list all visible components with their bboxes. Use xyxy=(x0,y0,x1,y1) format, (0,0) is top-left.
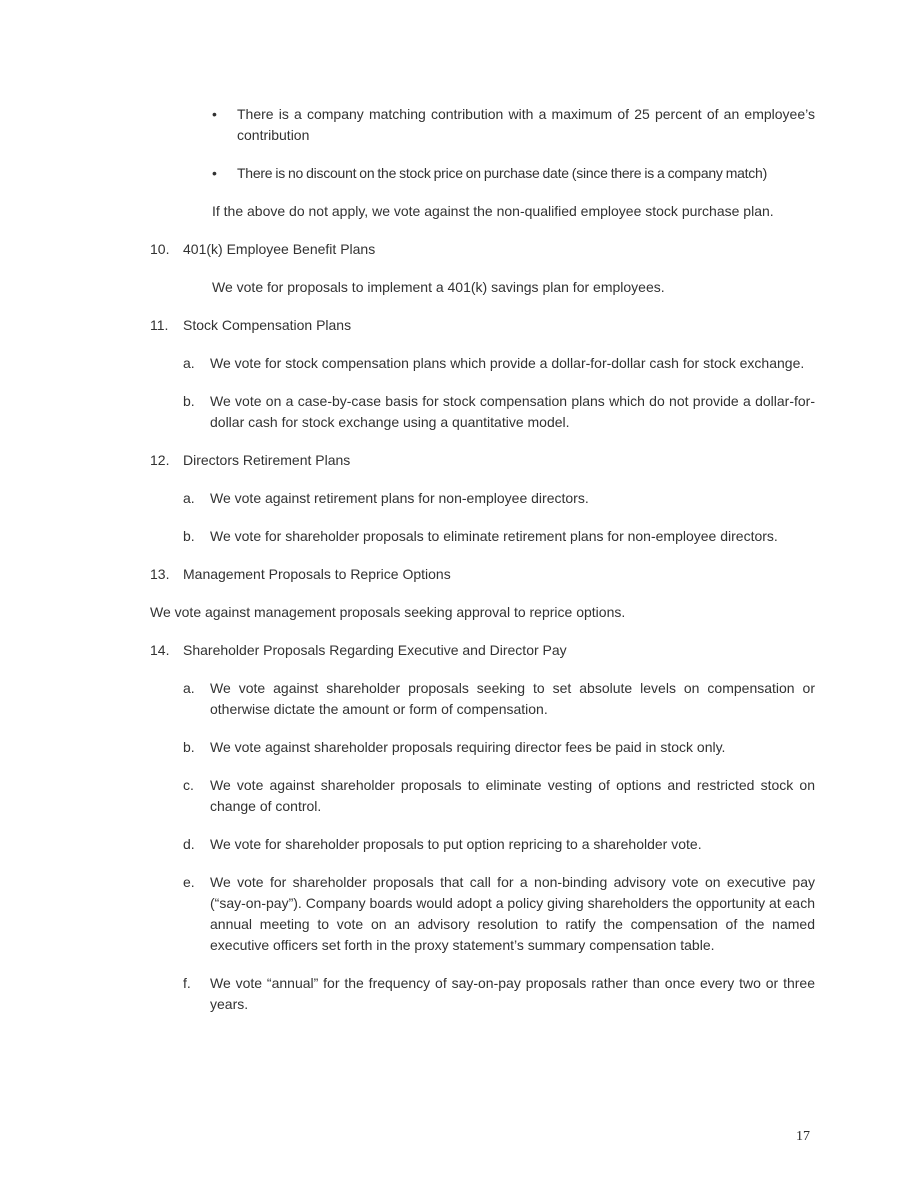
sub-item-label: d. xyxy=(183,836,195,852)
bullet-icon: • xyxy=(212,165,217,181)
sub-item-text: We vote on a case-by-case basis for stock compensation plans which do not provide a dollar-for-dollar cash for stock exchange using a quantitative model. xyxy=(210,393,815,430)
page-number: 17 xyxy=(796,1129,810,1144)
sub-item-12a xyxy=(150,488,815,509)
sub-item-label: b. xyxy=(183,528,195,544)
numbered-item-10 xyxy=(150,239,815,260)
item-number: 12. xyxy=(150,452,170,468)
sub-item-text: We vote against shareholder proposals to eliminate vesting of options and restricted stock on change of control. xyxy=(210,777,815,814)
sub-item-label: a. xyxy=(183,680,195,696)
sub-item-text: We vote for shareholder proposals to put option repricing to a shareholder vote. xyxy=(210,836,702,852)
numbered-item-11 xyxy=(150,315,815,336)
sub-item-label: a. xyxy=(183,355,195,371)
bullet-list-item xyxy=(150,104,815,146)
item-title: Directors Retirement Plans xyxy=(183,452,351,468)
bullet-item-text: There is a company matching contribution with a maximum of 25 percent of an employee’s contribution xyxy=(237,106,815,143)
item-title: 401(k) Employee Benefit Plans xyxy=(183,241,376,257)
sub-item-14b xyxy=(150,737,815,758)
sub-item-text: We vote for shareholder proposals that call for a non-binding advisory vote on executive pay (“say-on-pay”). Company boards would adopt a policy giving shareholders the opportunity at each annual meeting to vote on an advisory resolution to ratify the compensation of the named executive officers set forth in the proxy statement’s summary compensation table. xyxy=(210,874,815,953)
sub-item-text: We vote against retirement plans for non-employee directors. xyxy=(210,490,589,506)
item-title: Management Proposals to Reprice Options xyxy=(183,566,451,582)
sub-item-text: We vote for shareholder proposals to eliminate retirement plans for non-employee directors. xyxy=(210,528,778,544)
sub-item-12b xyxy=(150,526,815,547)
bullet-list-item xyxy=(150,163,815,184)
intro-note-paragraph: If the above do not apply, we vote against the non-qualified employee stock purchase plan. xyxy=(212,203,774,219)
sub-item-text: We vote against shareholder proposals requiring director fees be paid in stock only. xyxy=(210,739,726,755)
sub-item-11b xyxy=(150,391,815,433)
sub-item-14a xyxy=(150,678,815,720)
sub-item-14c xyxy=(150,775,815,817)
numbered-item-13 xyxy=(150,564,815,585)
bullet-item-text: There is no discount on the stock price on purchase date (since there is a company match) xyxy=(237,165,767,181)
page-content xyxy=(150,104,815,1032)
item-number: 10. xyxy=(150,241,170,257)
sub-item-label: f. xyxy=(183,975,191,991)
sub-item-label: a. xyxy=(183,490,195,506)
sub-item-14f xyxy=(150,973,815,1015)
numbered-item-14 xyxy=(150,640,815,661)
sub-item-label: b. xyxy=(183,393,195,409)
item-13-paragraph: We vote against management proposals seeking approval to reprice options. xyxy=(150,604,626,620)
sub-item-label: e. xyxy=(183,874,195,890)
bullet-icon: • xyxy=(212,106,217,122)
item-number: 11. xyxy=(150,317,169,333)
sub-item-text: We vote against shareholder proposals seeking to set absolute levels on compensation or otherwise dictate the amount or form of compensation. xyxy=(210,680,815,717)
item-number: 14. xyxy=(150,642,170,658)
sub-item-14d xyxy=(150,834,815,855)
item-title: Shareholder Proposals Regarding Executive and Director Pay xyxy=(183,642,567,658)
sub-item-text: We vote for stock compensation plans which provide a dollar-for-dollar cash for stock exchange. xyxy=(210,355,805,371)
sub-item-text: We vote “annual” for the frequency of say-on-pay proposals rather than once every two or three years. xyxy=(210,975,815,1012)
item-title: Stock Compensation Plans xyxy=(183,317,352,333)
sub-item-11a xyxy=(150,353,815,374)
sub-item-14e xyxy=(150,872,815,956)
numbered-item-12 xyxy=(150,450,815,471)
item-10-paragraph: We vote for proposals to implement a 401(k) savings plan for employees. xyxy=(212,279,665,295)
sub-item-label: b. xyxy=(183,739,195,755)
sub-item-label: c. xyxy=(183,777,194,793)
item-number: 13. xyxy=(150,566,170,582)
